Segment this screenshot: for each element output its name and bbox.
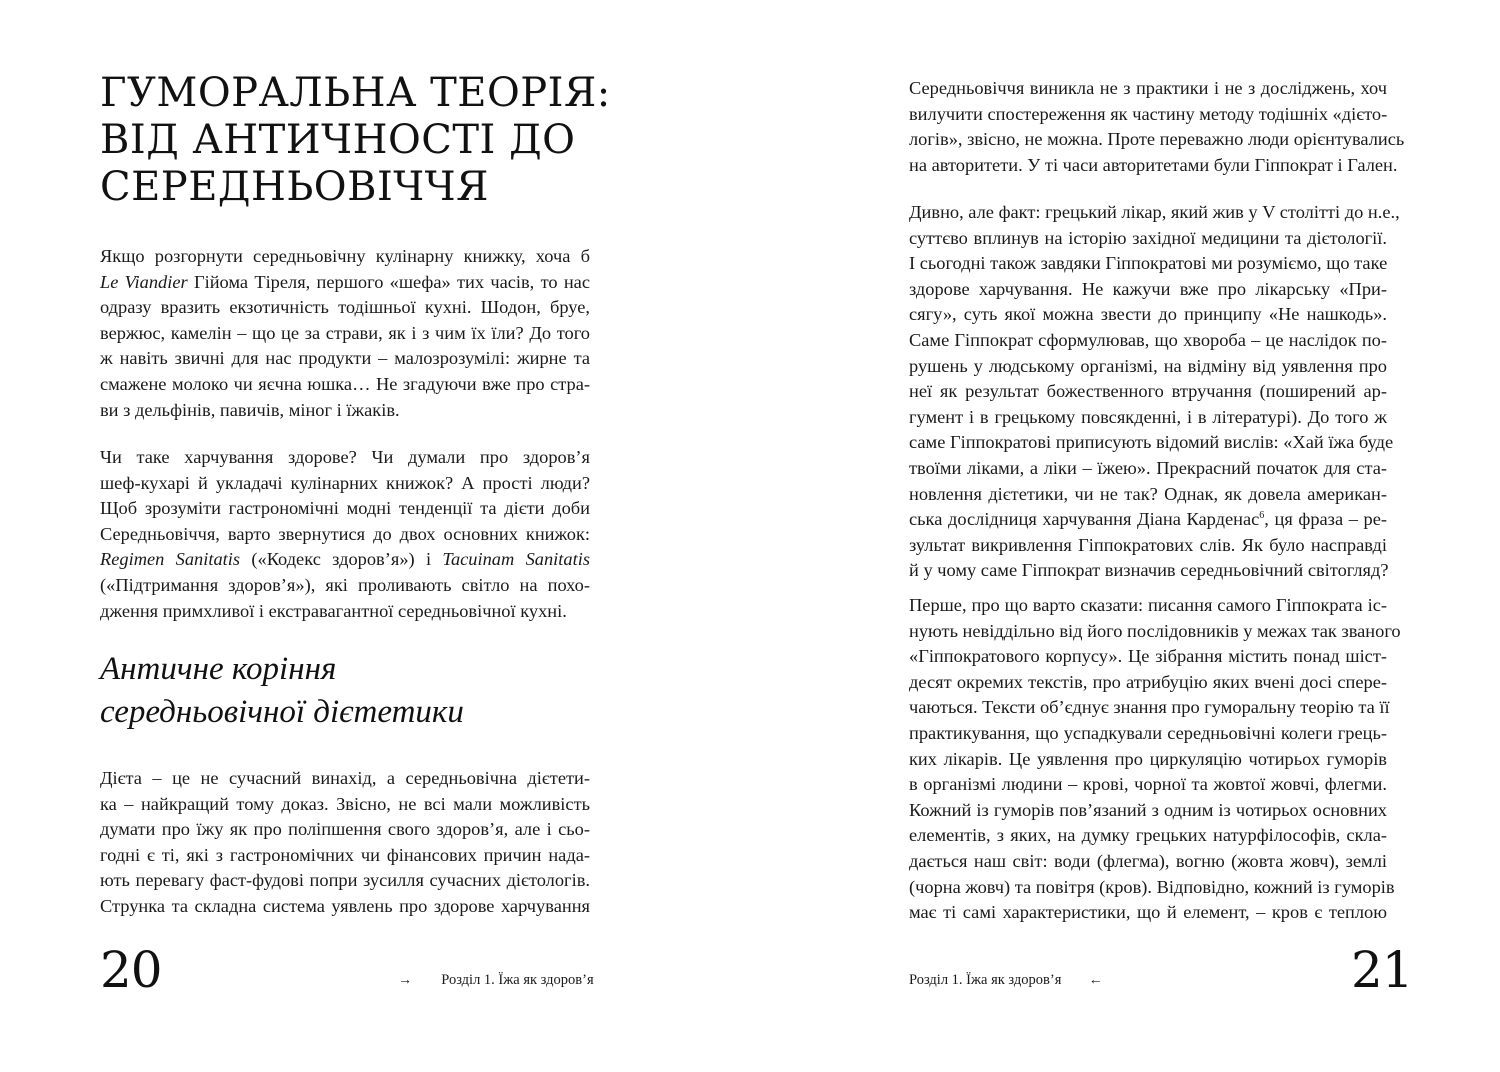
section-subheading: [100, 648, 620, 734]
subheading-line: середньовічної дієтетики: [100, 694, 464, 730]
paragraph-hippocrates: [909, 200, 1400, 584]
paragraph-question: [100, 445, 590, 624]
text-line: в організмі людини – крові, чорної та жовтої жовчі, флегми.: [909, 774, 1387, 795]
text-line: чаються. Тексти об’єднує знання про гуморальну теорію та її: [909, 697, 1390, 718]
text-line: здорове харчування. Не кажучи вже про лікарську «При-: [909, 278, 1387, 299]
text-line: десят окремих текстів, про атрибуцію яких вчені досі спере-: [909, 671, 1387, 692]
running-head: [398, 971, 594, 990]
text-line: сягу», суть якої можна звести до принципу «Не нашкодь».: [909, 304, 1387, 325]
paragraph-corpus: [909, 593, 1401, 926]
footnote-marker[interactable]: 6: [1259, 510, 1265, 521]
chapter-title: [100, 70, 620, 211]
paragraph-diet: [100, 766, 590, 920]
text-line: саме Гіппократові приписують відомий вислів: «Хай їжа буде: [909, 432, 1394, 453]
text-line: нують невіддільно від його послідовників у межах так званого: [909, 620, 1401, 641]
title-line: ВІД АНТИЧНОСТІ ДО: [100, 117, 576, 163]
right-page: [750, 0, 1500, 1072]
text-line: («Підтримання здоров’я»), які проливають світло на похо-: [100, 574, 590, 595]
text-line: неї як результат божественного втручання (поширений ар-: [909, 381, 1387, 402]
text-line: практикування, що успадкували середньовічні колеги грець-: [909, 722, 1387, 743]
title-line: СЕРЕДНЬОВІЧЧЯ: [100, 164, 489, 210]
text-line: Дивно, але факт: грецький лікар, який жив у V столітті до н.е.,: [909, 202, 1400, 222]
title-line: ГУМОРАЛЬНА ТЕОРІЯ:: [100, 70, 611, 116]
text-line: Regimen Sanitatis («Кодекс здоров’я») і Tacuinam Sanitatis: [100, 549, 590, 570]
arrow-right-icon: →: [398, 973, 412, 988]
text-line: гумент і в грецькому повсякденні, і в літературі). До того ж: [909, 406, 1387, 427]
text-line: Середньовіччя, варто звернутися до двох основних книжок:: [100, 523, 590, 544]
page-number: 20: [100, 941, 162, 999]
running-head-text: Розділ 1. Їжа як здоров’я: [909, 972, 1062, 988]
book-title-tacuinam: Tacuinam Sanitatis: [442, 549, 590, 570]
running-head-text: Розділ 1. Їжа як здоров’я: [441, 972, 594, 988]
subheading-line: Античне коріння: [100, 651, 337, 687]
text-line: дження примхливої і екстравагантної середньовічної кухні.: [100, 600, 567, 621]
text-line: ка – найкращий тому доказ. Звісно, не всі мали можливість: [100, 793, 590, 814]
text-line: твоїми ліками, а ліки – їжею». Прекрасний початок для ста-: [909, 457, 1387, 478]
text-line: новлення дієтетики, чи не так? Однак, як довела американ-: [909, 483, 1387, 504]
text-line: думати про їжу як про поліпшення свого здоров’я, але і сьо-: [100, 819, 590, 840]
text-line: Дієта – це не сучасний винахід, а середньовічна дієтети-: [100, 768, 590, 788]
running-head: [909, 971, 1103, 990]
text-line: шеф-кухарі й укладачі кулінарних книжок? А прості люди?: [100, 472, 590, 493]
text-line: ють перевагу фаст-фудові попри зусилля сучасних дієтологів.: [100, 870, 590, 891]
text-line: дається наш світ: води (флегма), вогню (жовта жовч), землі: [909, 850, 1387, 871]
text-line: «Гіппократового корпусу». Це зібрання містить понад шіст-: [909, 646, 1387, 667]
text-line: вержюс, камелін – що це за страви, як і з чим їх їли? До того: [100, 322, 590, 343]
text-line: ж навіть звичні для нас продукти – малозрозумілі: жирне та: [100, 348, 590, 369]
text-line: вилучити спостереження як частину методу тодішніх «дієто-: [909, 103, 1388, 124]
paragraph-intro: [100, 244, 590, 423]
text-line: зультат викривлення Гіппократових слів. Як було насправді: [909, 534, 1387, 555]
arrow-left-icon: ←: [1088, 973, 1103, 988]
text-line: й у чому саме Гіппократ визначив середньовічний світогляд?: [909, 560, 1389, 581]
text-line: Перше, про що варто сказати: писання самого Гіппократа іс-: [909, 595, 1387, 615]
text-line: ких лікарів. Це уявлення про циркуляцію чотирьох гуморів: [909, 748, 1387, 769]
text-line: елементів, з яких, на думку грецьких натурфілософів, скла-: [909, 825, 1387, 846]
text-line: Щоб зрозуміти гастрономічні модні тенденції та дієти доби: [100, 498, 590, 519]
text-line: рушень у людському організмі, на відміну від уявлення про: [909, 355, 1387, 376]
text-line: на авторитети. У ті часи авторитетами були Гіппократ і Гален.: [909, 154, 1398, 175]
text-line: має ті самі характеристики, що й елемент, – кров є теплою: [909, 902, 1387, 923]
text-line: суттєво вплинув на історію західної медицини та дієтології.: [909, 227, 1387, 248]
text-line: одразу вразить екзотичність тодішньої кухні. Шодон, бруе,: [100, 297, 590, 318]
text-line: Кожний із гуморів пов’язаний з одним із чотирьох основних: [909, 799, 1387, 820]
text-line: І сьогодні також завдяки Гіппократові ми розуміємо, що таке: [909, 253, 1388, 274]
text-line: смажене молоко чи яєчна юшка… Не згадуючи вже про стра-: [100, 373, 590, 394]
text-line: Саме Гіппократ сформулював, що хвороба – це наслідок по-: [909, 329, 1387, 350]
paragraph-authorities: [909, 76, 1405, 178]
text-line: Якщо розгорнути середньовічну кулінарну книжку, хоча б: [100, 246, 590, 266]
page-number: 21: [1351, 941, 1413, 999]
text-line: Середньовіччя виникла не з практики і не з досліджень, хоч: [909, 78, 1387, 98]
text-line: ська дослідниця харчування Діана Карденас$^6$, ця фраза – ре-: [909, 509, 1387, 530]
text-line: Чи таке харчування здорове? Чи думали про здоров’я: [100, 447, 590, 467]
text-line: (чорна жовч) та повітря (кров). Відповідно, кожний із гуморів: [909, 876, 1395, 897]
text-line: Le Viandier Гійома Тіреля, першого «шефа» тих часів, то нас: [100, 271, 590, 292]
book-title-regimen: Regimen Sanitatis: [100, 549, 241, 570]
text-line: ви з дельфінів, павичів, міног і їжаків.: [100, 399, 400, 420]
text-line: Струнка та складна система уявлень про здорове харчування: [100, 895, 590, 916]
book-title-le-viandier: Le Viandier: [100, 271, 188, 292]
text-line: годні є ті, які з гастрономічних чи фінансових причин нада-: [100, 844, 590, 865]
text-line: логів», звісно, не можна. Проте переважно люди орієнтувались: [909, 129, 1405, 150]
